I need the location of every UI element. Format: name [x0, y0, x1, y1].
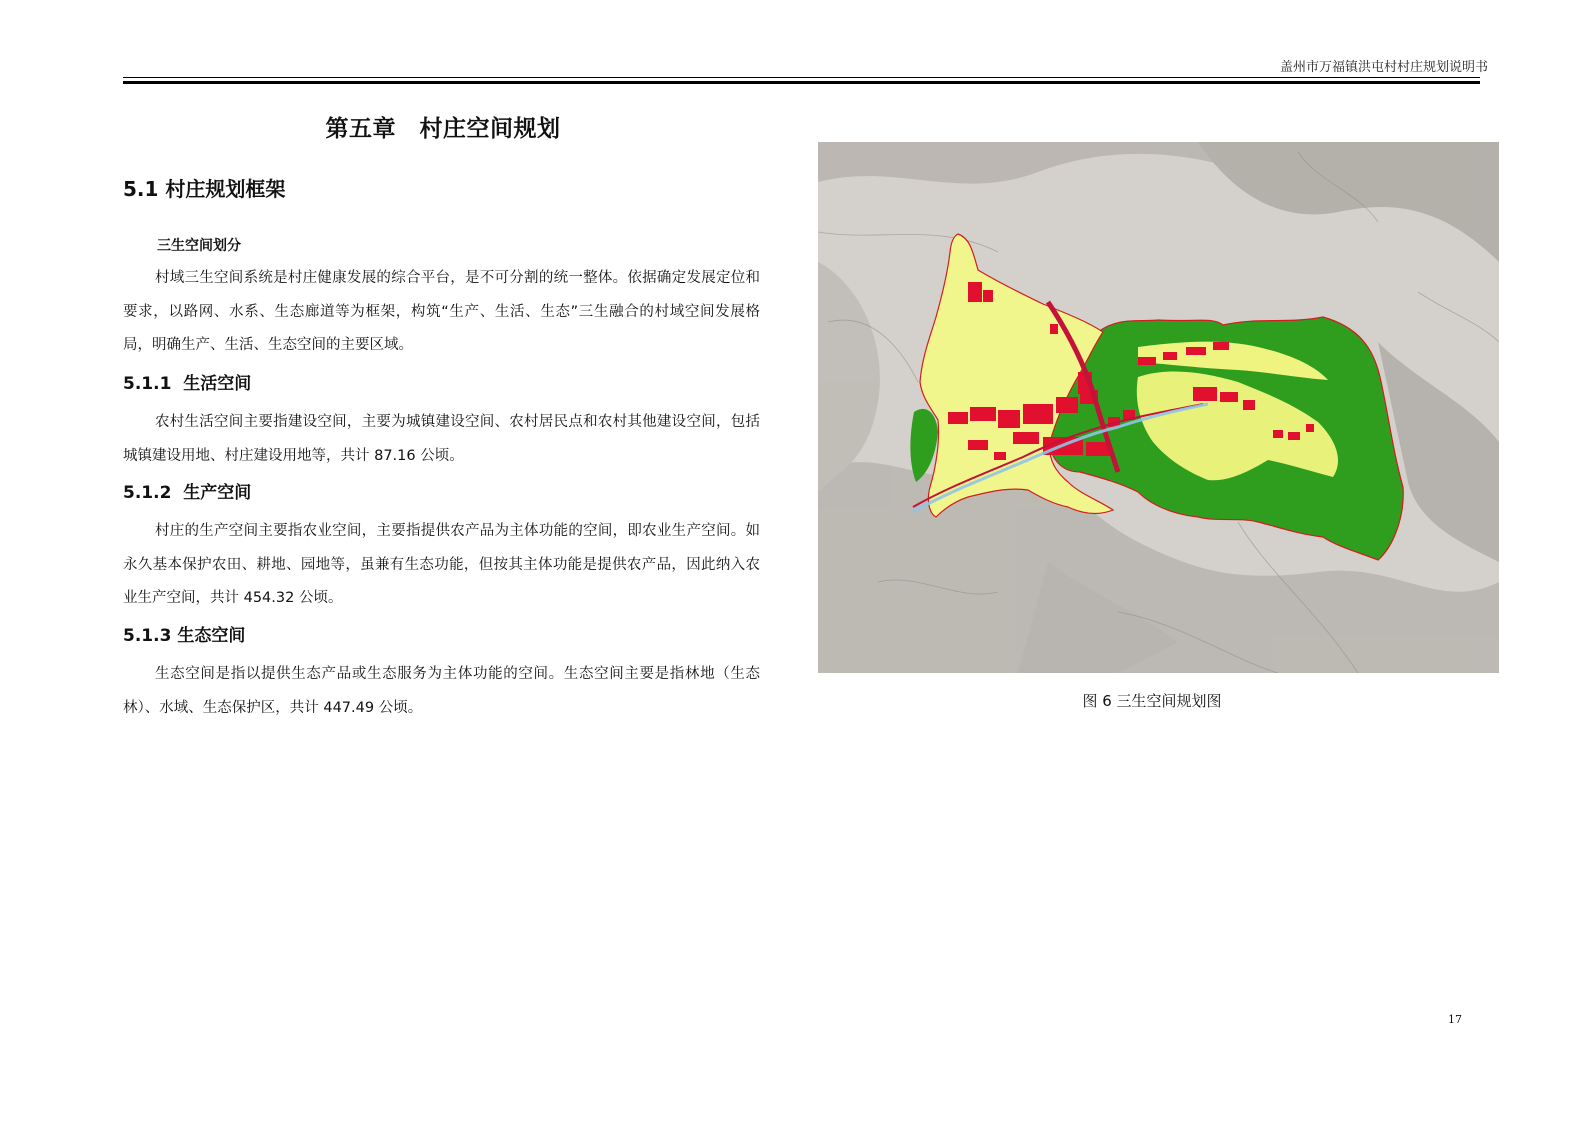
- figure-caption: 图 6 三生空间规划图: [1082, 692, 1222, 710]
- planning-map-svg: [818, 142, 1499, 673]
- header-rule-thick: [123, 81, 1480, 84]
- document-header-title: 盖州市万福镇洪屯村村庄规划说明书: [1279, 60, 1488, 75]
- chapter-title: 第五章 村庄空间规划: [325, 116, 561, 142]
- subsection-heading-production: 5.1.2 生产空间: [123, 483, 252, 503]
- subsection-body-living: 农村生活空间主要指建设空间，主要为城镇建设空间、农村居民点和农村其他建设空间，包括城镇建设用地、村庄建设用地等，共计 87.16 公顷。: [123, 414, 760, 464]
- block-heading: 三生空间划分: [157, 238, 241, 254]
- planning-map-figure: [818, 142, 1499, 673]
- page-number: 17: [1448, 1013, 1462, 1026]
- subsection-body-ecological: 生态空间是指以提供生态产品或生态服务为主体功能的空间。生态空间主要是指林地（生态林）、水域、生态保护区，共计 447.49 公顷。: [123, 666, 760, 716]
- subsection-heading-living: 5.1.1 生活空间: [123, 374, 252, 394]
- section-title: 5.1 村庄规划框架: [123, 177, 286, 201]
- subsection-heading-ecological: 5.1.3 生态空间: [123, 626, 246, 646]
- header-rule-thin: [123, 77, 1480, 78]
- intro-paragraph: 村域三生空间系统是村庄健康发展的综合平台，是不可分割的统一整体。依据确定发展定位和要求，以路网、水系、生态廊道等为框架，构筑“生产、生活、生态”三生融合的村域空间发展格局，明确生产、生活、生态空间的主要区域。: [123, 270, 760, 353]
- subsection-body-production: 村庄的生产空间主要指农业空间，主要指提供农产品为主体功能的空间，即农业生产空间。如永久基本保护农田、耕地、园地等，虽兼有生态功能，但按其主体功能是提供农产品，因此纳入农业生产空间，共计 454.32 公顷。: [123, 523, 760, 606]
